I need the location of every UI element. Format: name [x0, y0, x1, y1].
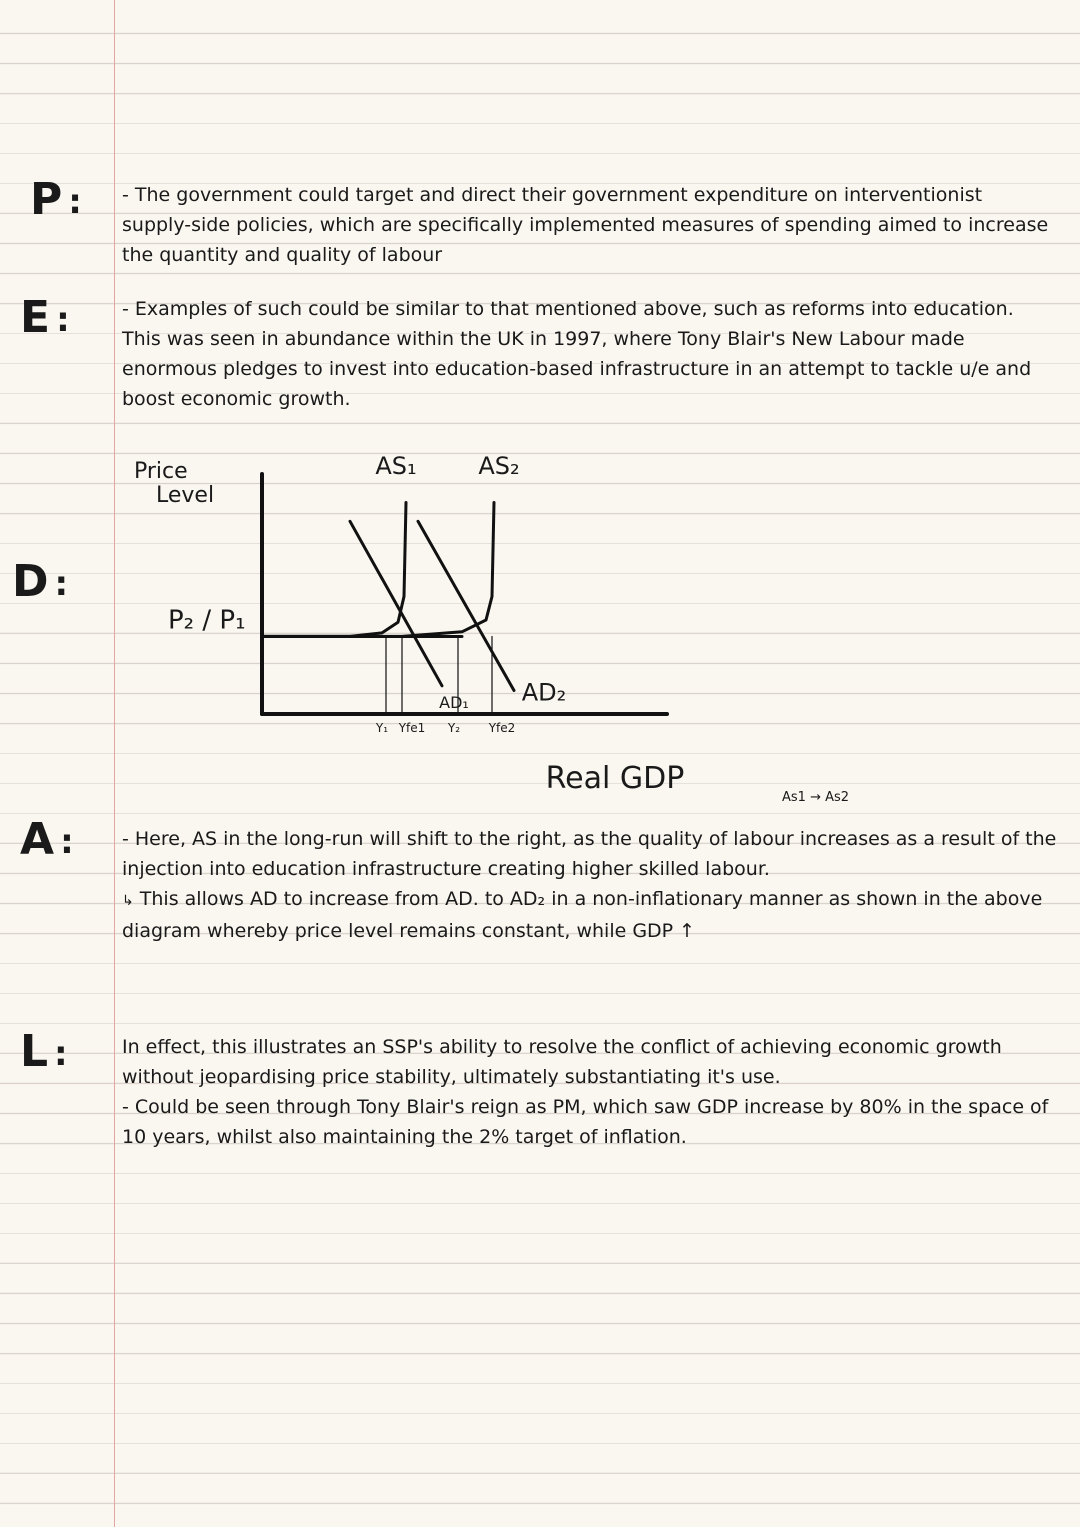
y-axis-label-line1: Price: [134, 459, 188, 484]
curve-ad₁: [350, 521, 442, 686]
section-l-text: [122, 1032, 1057, 1152]
section-p-label: P :: [30, 174, 82, 225]
section-l-text2: - Could be seen through Tony Blair's reign as PM, which saw GDP increase by 80% in the space of 10 years, whilst also maintaining the 2% target of inflation.: [122, 1096, 1049, 1148]
section-l-label: L :: [20, 1026, 68, 1077]
x-axis-label: Real GDP: [545, 761, 685, 796]
curve-ad₂: [418, 521, 514, 690]
section-p-text: - The government could target and direct their government expenditure on interventionist supply-side policies, which are specifically implemented measures of spending aimed to increase the quantity and quality of labour: [122, 184, 1049, 266]
section-a-sub: This allows AD to increase from AD. to AD₂ in a non-inflationary manner as shown in the above diagram whereby price level remains constant, while GDP ↑: [122, 888, 1043, 942]
curve-as₁: [262, 503, 406, 637]
price-level-label: P₂ / P₁: [168, 605, 246, 636]
section-e-label: E :: [20, 292, 70, 343]
margin-line: [114, 0, 115, 1527]
as-ad-diagram: [120, 440, 760, 800]
section-a-label: A :: [20, 814, 74, 865]
as1-label: AS₁: [375, 452, 417, 480]
section-l-text1: In effect, this illustrates an SSP's ability to resolve the conflict of achieving economic growth without jeopardising price stability, ultimately substantiating it's use.: [122, 1036, 1002, 1088]
x-tick-label-2: Y₂: [447, 721, 461, 735]
ad1-label: AD₁: [439, 692, 469, 712]
section-a-text: - Here, AS in the long-run will shift to the right, as the quality of labour increases as a result of the injection into education infrastructure creating higher skilled labour. ↳ This allows AD to increase from AD. to AD₂ in a non-inflationary manner as shown in the above diagram whereby price level remains constant, while GDP ↑: [122, 828, 1057, 942]
as-shift-note: As1 → As2: [782, 790, 850, 805]
y-axis-label-line2: Level: [156, 483, 215, 508]
x-tick-label-3: Yfe2: [488, 721, 516, 735]
ad2-label: AD₂: [521, 678, 567, 707]
sub-arrow-icon: ↳: [122, 893, 134, 909]
x-tick-label-0: Y₁: [375, 721, 389, 735]
section-e-text: - Examples of such could be similar to that mentioned above, such as reforms into education. This was seen in abundance within the UK in 1997, where Tony Blair's New Labour made enormous pledges to invest into education-based infrastructure in an attempt to tackle u/e and boost economic growth.: [122, 298, 1032, 410]
x-tick-label-1: Yfe1: [398, 721, 426, 735]
section-d-label: D :: [12, 556, 69, 607]
as2-label: AS₂: [478, 452, 520, 480]
